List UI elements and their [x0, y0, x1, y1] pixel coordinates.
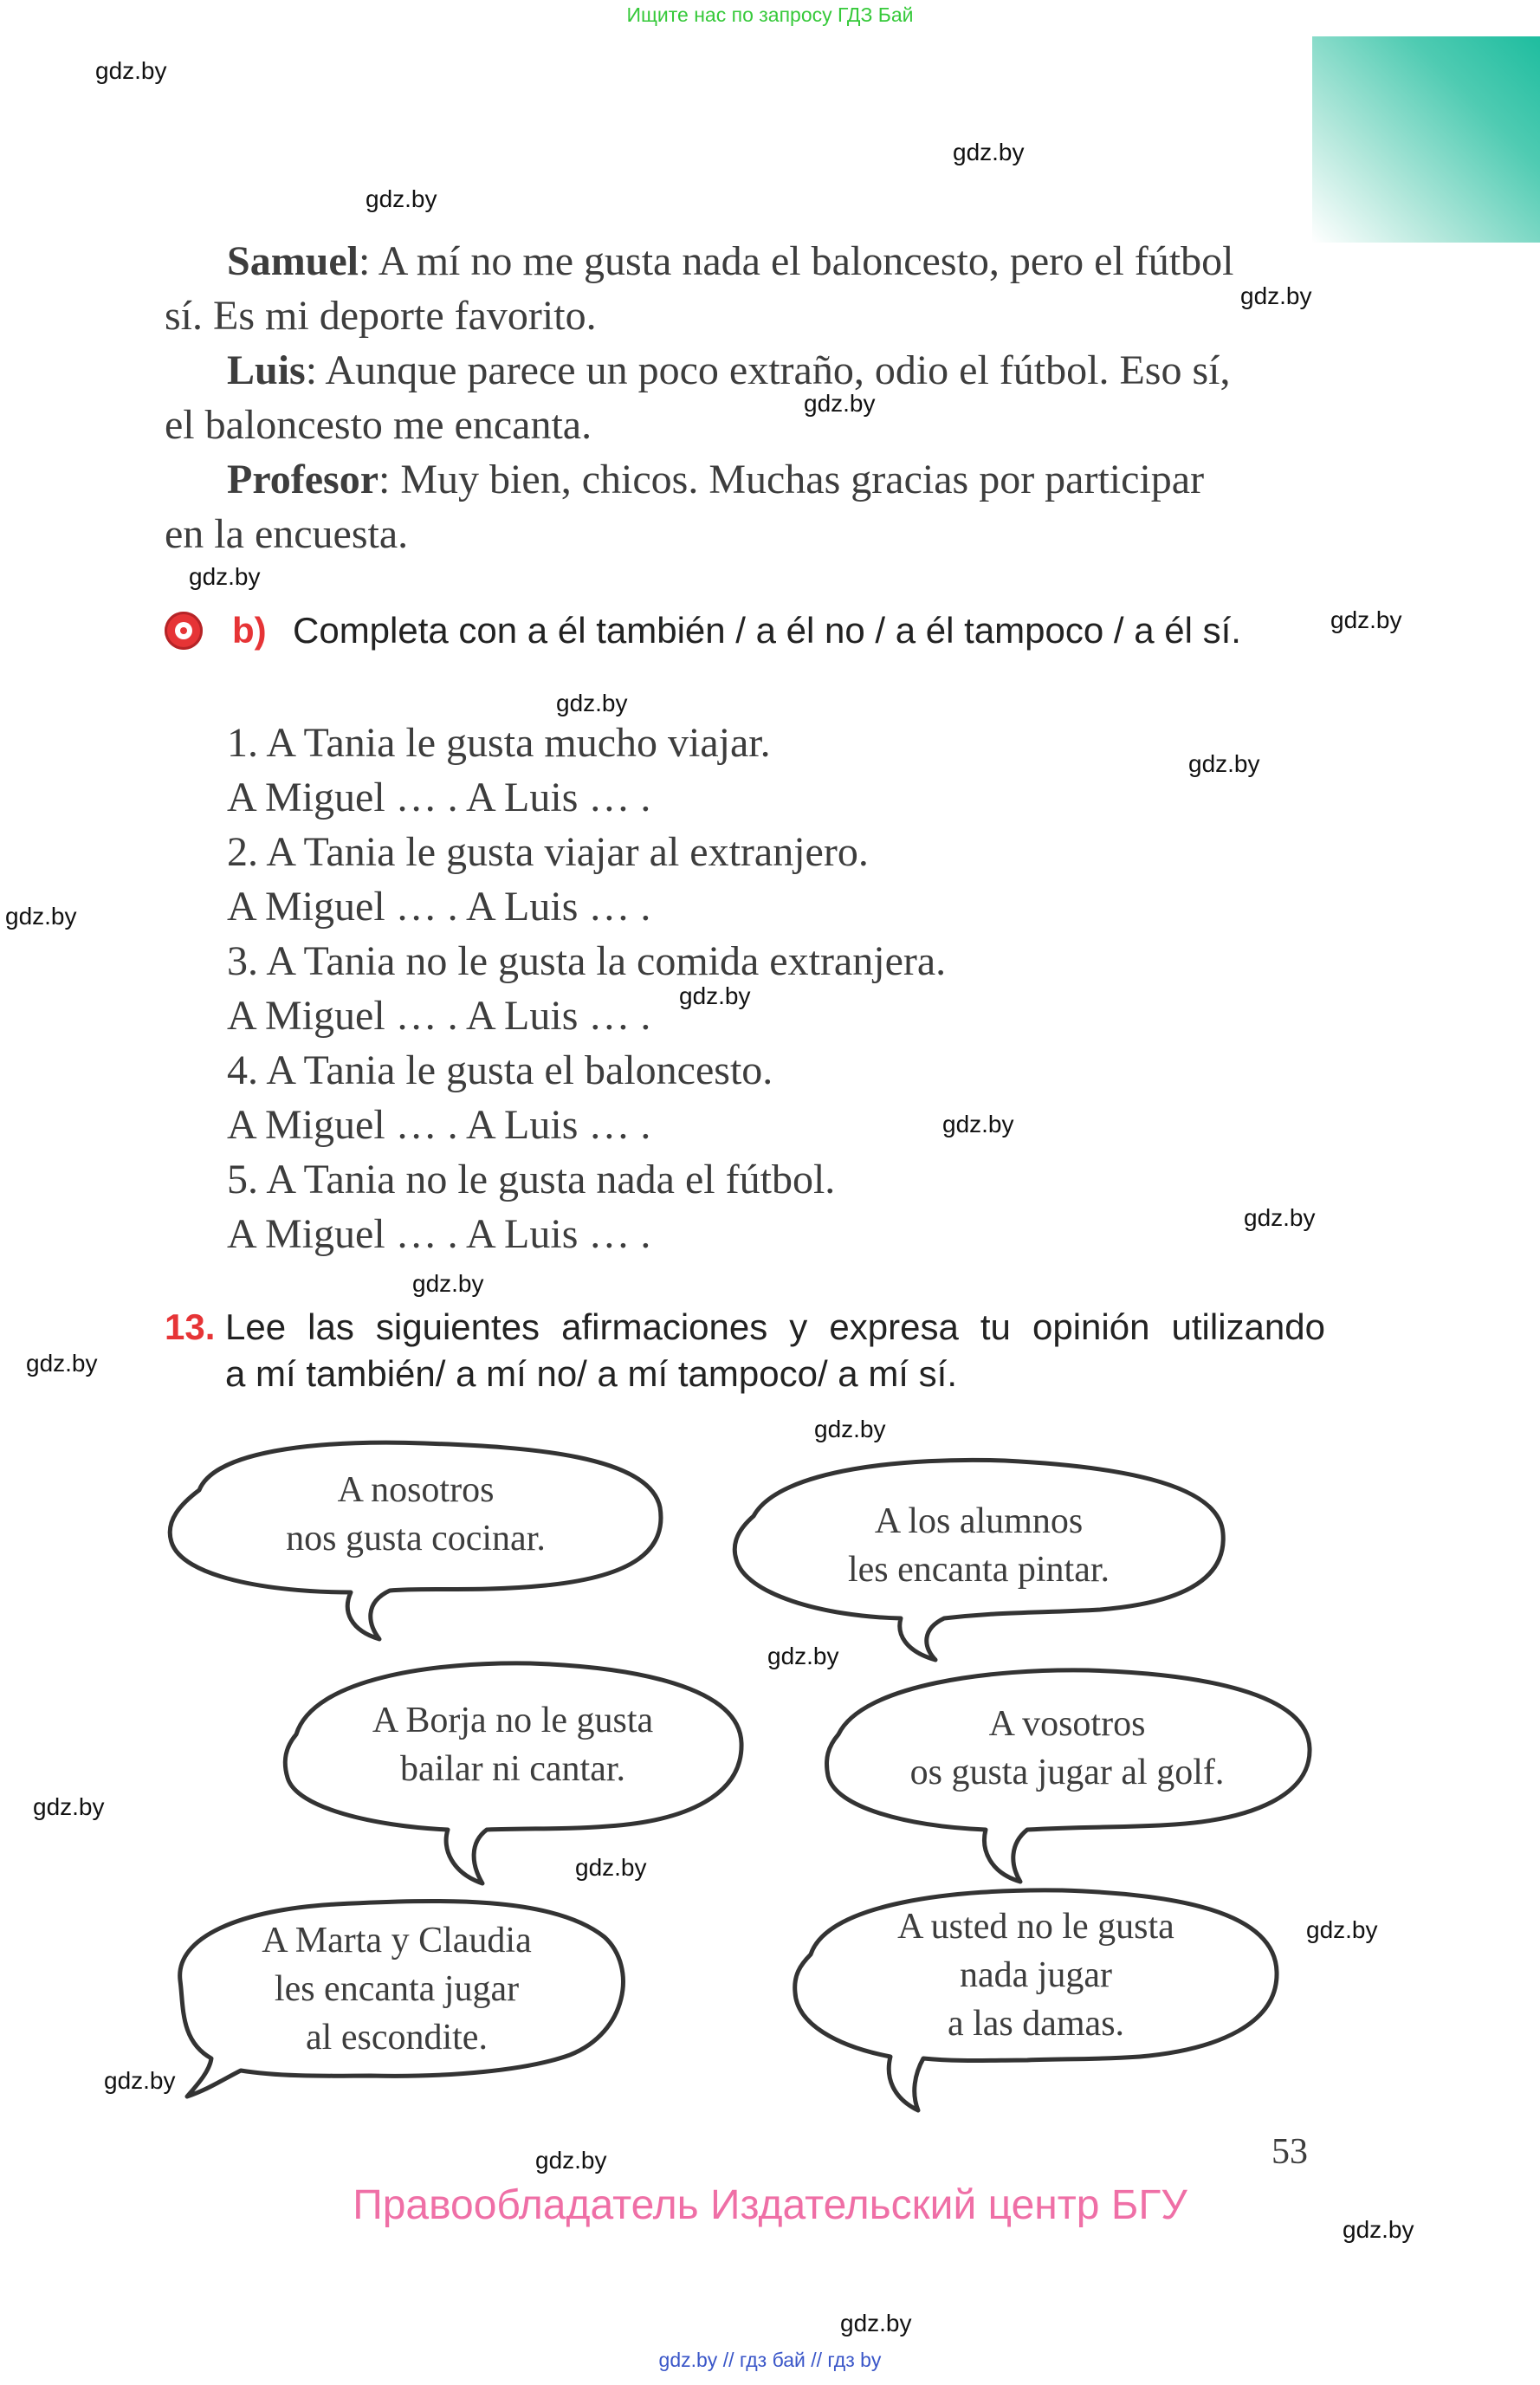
list-item-answer: A Miguel … . A Luis … .	[227, 884, 651, 930]
dialogue-text: : Muy bien, chicos. Muchas gracias por participar	[379, 457, 1205, 502]
speech-bubble-text: A Borja no le gusta bailar ni cantar.	[372, 1701, 654, 1789]
speech-bubble	[163, 1885, 631, 2102]
exercise-letter: b)	[232, 610, 267, 651]
watermark: gdz.by	[412, 1270, 484, 1297]
watermark: gdz.by	[1240, 282, 1312, 309]
watermark: gdz.by	[104, 2067, 176, 2094]
footer-links[interactable]: gdz.by // гдз бай // гдз by	[658, 2349, 882, 2371]
speech-bubble	[728, 1455, 1230, 1663]
watermark: gdz.by	[814, 1416, 886, 1442]
speech-bubble-text: A Marta y Claudia les encanta jugar al escondite.	[262, 1921, 532, 2058]
dialogue-text: : A mí no me gusta nada el baloncesto, pero el fútbol	[359, 238, 1234, 284]
speech-bubble	[279, 1656, 747, 1890]
exercise-instruction-line1: Lee las siguientes afirmaciones y expresa tu opinión utilizando	[225, 1306, 1325, 1347]
speech-bubble-text: A los alumnos les encanta pintar.	[847, 1501, 1110, 1590]
page-number: 53	[1271, 2132, 1308, 2172]
watermark: gdz.by	[1343, 2216, 1414, 2243]
watermark: gdz.by	[366, 185, 437, 212]
speech-bubble	[819, 1665, 1315, 1890]
watermark: gdz.by	[767, 1643, 839, 1669]
list-item-statement: 2. A Tania le gusta viajar al extranjero.	[227, 829, 869, 875]
watermark: gdz.by	[1244, 1204, 1316, 1231]
exercise-b-list	[227, 716, 946, 1261]
speech-bubble	[785, 1876, 1287, 2119]
watermark: gdz.by	[189, 563, 261, 590]
watermark: gdz.by	[1330, 606, 1402, 633]
speaker-name: Profesor	[227, 457, 379, 502]
watermark: gdz.by	[1188, 750, 1260, 777]
watermark: gdz.by	[679, 982, 751, 1009]
watermark: gdz.by	[535, 2147, 607, 2174]
watermark: gdz.by	[953, 139, 1025, 165]
dialogue-text: en la encuesta.	[165, 511, 409, 557]
watermark: gdz.by	[1306, 1916, 1378, 1943]
exercise-instruction-line2: a mí también/ a mí no/ a mí tampoco/ a mí sí.	[225, 1353, 957, 1394]
watermark: gdz.by	[95, 57, 167, 84]
dialogue-profesor	[165, 452, 1317, 561]
exercise-b-header	[165, 605, 1325, 665]
watermark: gdz.by	[33, 1793, 105, 1820]
list-item-statement: 1. A Tania le gusta mucho viajar.	[227, 720, 771, 766]
speech-bubble-text: A vosotros os gusta jugar al golf.	[909, 1704, 1225, 1792]
list-item-answer: A Miguel … . A Luis … .	[227, 1211, 651, 1257]
list-item-answer: A Miguel … . A Luis … .	[227, 774, 651, 820]
watermark: gdz.by	[804, 390, 876, 417]
top-banner: Ищите нас по запросу ГДЗ Бай	[626, 3, 914, 26]
watermark: gdz.by	[556, 690, 628, 716]
watermark: gdz.by	[5, 903, 77, 930]
watermark: gdz.by	[840, 2310, 912, 2336]
dialogue-text: : Aunque parece un poco extraño, odio el fútbol. Eso sí,	[305, 347, 1231, 393]
dialogue-text: sí. Es mi deporte favorito.	[165, 293, 597, 339]
list-item-statement: 4. A Tania le gusta el baloncesto.	[227, 1047, 773, 1093]
speech-bubble-text: A usted no le gusta nada jugar a las damas.	[897, 1907, 1174, 2044]
list-item-answer: A Miguel … . A Luis … .	[227, 1102, 651, 1148]
list-item-statement: 5. A Tania no le gusta nada el fútbol.	[227, 1157, 836, 1202]
corner-gradient-block	[1312, 36, 1540, 243]
exercise-number: 13.	[165, 1306, 216, 1347]
watermark: gdz.by	[942, 1111, 1014, 1137]
audio-disc-icon[interactable]	[165, 612, 203, 650]
list-item-statement: 3. A Tania no le gusta la comida extranjera.	[227, 938, 947, 984]
dialogue-samuel	[165, 234, 1317, 343]
speech-bubble	[165, 1438, 667, 1646]
dialogue-luis	[165, 343, 1317, 452]
speaker-name: Luis	[227, 347, 306, 393]
speech-bubble-text: A nosotros nos gusta cocinar.	[286, 1470, 546, 1559]
copyright-notice: Правообладатель Издательский центр БГУ	[353, 2182, 1187, 2228]
speaker-name: Samuel	[227, 238, 359, 284]
watermark: gdz.by	[575, 1854, 647, 1881]
dialogue-text: el baloncesto me encanta.	[165, 402, 592, 448]
list-item-answer: A Miguel … . A Luis … .	[227, 993, 651, 1039]
watermark: gdz.by	[26, 1350, 98, 1377]
exercise-instruction: Completa con a él también / a él no / a él tampoco / a él sí.	[293, 610, 1241, 651]
